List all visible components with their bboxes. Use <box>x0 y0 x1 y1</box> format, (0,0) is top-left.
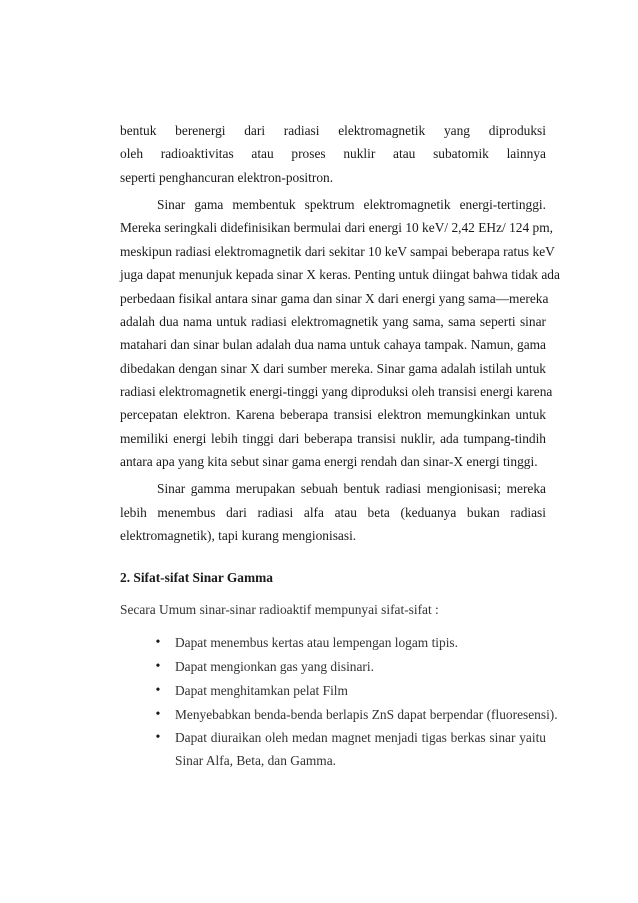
paragraph-line: matahari dan sinar bulan adalah dua nama untuk cahaya tampak. Namun, gama <box>120 337 546 352</box>
paragraph-line: seperti penghancuran elektron-positron. <box>120 170 334 185</box>
paragraph-line: antara apa yang kita sebut sinar gama energi rendah dan sinar-X energi tinggi. <box>120 454 538 469</box>
paragraph-line: juga dapat menunjuk kepada sinar X keras. Penting untuk diingat bahwa tidak ada <box>120 267 560 282</box>
bullet-item: Dapat diuraikan oleh medan magnet menjadi tigas berkas sinar yaitu <box>175 730 546 745</box>
section-intro: Secara Umum sinar-sinar radioaktif mempunyai sifat-sifat : <box>120 602 439 617</box>
paragraph-line: perbedaan fisikal antara sinar gama dan sinar X dari energi yang sama—mereka <box>120 291 549 306</box>
paragraph-line: lebih menembus dari radiasi alfa atau beta (keduanya bukan radiasi <box>120 505 546 520</box>
bullet-item-continuation: Sinar Alfa, Beta, dan Gamma. <box>175 753 337 768</box>
paragraph-line: Mereka seringkali didefinisikan bermulai dari energi 10 keV/ 2,42 EHz/ 124 pm, <box>120 220 553 235</box>
paragraph-line: elektromagnetik), tapi kurang mengionisasi. <box>120 528 357 543</box>
paragraph-line: adalah dua nama untuk radiasi elektromagnetik yang sama, sama seperti sinar <box>120 314 546 329</box>
paragraph-line: memiliki energi lebih tinggi dari beberapa transisi nuklir, ada tumpang-tindih <box>120 431 546 446</box>
section-heading: 2. Sifat-sifat Sinar Gamma <box>120 570 273 585</box>
paragraph-line: bentuk berenergi dari radiasi elektromagnetik yang diproduksi <box>120 123 546 138</box>
bullet-item: Dapat mengionkan gas yang disinari. <box>175 659 374 674</box>
paragraph-line: oleh radioaktivitas atau proses nuklir atau subatomik lainnya <box>120 146 546 161</box>
bullet-item: Dapat menembus kertas atau lempengan logam tipis. <box>175 635 458 650</box>
bullet-item: Menyebabkan benda-benda berlapis ZnS dapat berpendar (fluoresensi). <box>175 707 558 722</box>
bullet-icon: • <box>155 730 161 745</box>
paragraph-line: radiasi elektromagnetik energi-tinggi yang diproduksi oleh transisi energi karena <box>120 384 553 399</box>
paragraph-line: dibedakan dengan sinar X dari sumber mereka. Sinar gama adalah istilah untuk <box>120 361 546 376</box>
bullet-icon: • <box>155 683 161 698</box>
bullet-icon: • <box>155 659 161 674</box>
bullet-item: Dapat menghitamkan pelat Film <box>175 683 348 698</box>
bullet-icon: • <box>155 707 161 722</box>
paragraph-line: meskipun radiasi elektromagnetik dari sekitar 10 keV sampai beberapa ratus keV <box>120 244 555 259</box>
paragraph-line: Sinar gama membentuk spektrum elektromagnetik energi-tertinggi. <box>157 197 546 212</box>
paragraph-line: percepatan elektron. Karena beberapa transisi elektron memungkinkan untuk <box>120 407 546 422</box>
paragraph-line: Sinar gamma merupakan sebuah bentuk radiasi mengionisasi; mereka <box>157 481 546 496</box>
bullet-icon: • <box>155 635 161 650</box>
